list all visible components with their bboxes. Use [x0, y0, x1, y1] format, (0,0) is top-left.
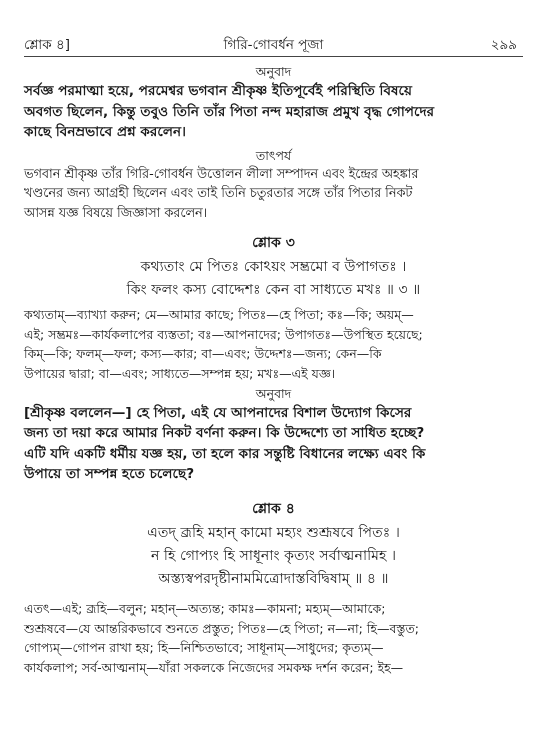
translation-paragraph — [24, 81, 523, 143]
verse-line: ন হি গোপ্যং হি সাধূনাং কৃত্যং সর্বাত্মনামিহ । — [150, 547, 397, 564]
text-line: অবগত ছিলেন, কিন্তু তবুও তিনি তাঁর পিতা নন্দ মহারাজ প্রমুখ বৃদ্ধ গোপদের — [24, 103, 435, 120]
page-body — [24, 62, 523, 678]
text-line: ভগবান শ্রীকৃষ্ণ তাঁর গিরি-গোবর্ধন উত্তোলন লীলা সম্পাদন এবং ইন্দ্রের অহঙ্কার — [24, 166, 419, 182]
header-divider — [24, 56, 523, 57]
translation-heading: অনুবাদ — [255, 64, 292, 79]
text-line: আসন্ন যজ্ঞ বিষয়ে জিজ্ঞাসা করলেন। — [24, 205, 208, 221]
text-line: গোপ্যম্—গোপন রাখা হয়; হি—নিশ্চিতভাবে; সাধূনাম্—সাধুদের; কৃত্যম্— — [24, 640, 384, 656]
verse-line: অস্ত্যস্বপরদৃষ্টীনামমিত্রোদাস্তবিদ্বিষাম্ ॥ ৪ ॥ — [158, 570, 389, 587]
text-line: [শ্রীকৃষ্ণ বললেন—] হে পিতা, এই যে আপনাদের বিশাল উদ্যোগ কিসের — [24, 404, 412, 421]
header-verse-ref: শ্লোক ৪] — [24, 37, 70, 53]
verse-line: কিং ফলং কস্য বোদ্দেশঃ কেন বা সাধ্যতে মখঃ ॥ ৩ ॥ — [126, 282, 421, 298]
translation-heading: অনুবাদ — [255, 385, 292, 401]
running-header — [24, 34, 523, 54]
text-line: এটি যদি একটি ধর্মীয় যজ্ঞ হয়, তা হলে কার সন্তুষ্টি বিধানের লক্ষ্যে এবং কি — [24, 445, 426, 462]
page-number: ২৯৯ — [490, 37, 517, 53]
header-chapter-title: গিরি-গোবর্ধন পূজা — [223, 37, 324, 53]
text-line: উপায়ে তা সম্পন্ন হতে চলেছে? — [24, 466, 195, 483]
verse-heading: শ্লোক ৪ — [252, 500, 295, 517]
text-line: কাছে বিনম্রভাবে প্রশ্ন করলেন। — [24, 124, 186, 140]
synonyms-paragraph — [24, 599, 523, 678]
verse-line: এতদ্ ব্রূহি মহান্ কামো মহ্যং শুশ্রূষবে পিতঃ । — [147, 524, 400, 541]
text-line: খণ্ডনের জন্য আগ্রহী ছিলেন এবং তাই তিনি চতুরতার সঙ্গে তাঁর পিতার নিকট — [24, 186, 413, 201]
purport-heading: তাৎপর্য — [255, 147, 292, 163]
verse-heading: শ্লোক ৩ — [252, 235, 295, 251]
text-line: উপায়ের দ্বারা; বা—এবং; সাধ্যতে—সম্পন্ন হয়; মখঃ—এই যজ্ঞ। — [24, 366, 336, 382]
text-line: সর্বজ্ঞ পরমাত্মা হয়ে, পরমেশ্বর ভগবান শ্রীকৃষ্ণ ইতিপূর্বেই পরিস্থিতি বিষয়ে — [24, 83, 412, 99]
synonyms-paragraph — [24, 305, 523, 384]
text-line: এতৎ—এই; ব্রূহি—বলুন; মহান্—অত্যন্ত; কামঃ—কামনা; মহ্যম্—আমাকে; — [24, 600, 386, 616]
text-line: শুশ্রূষবে—যে আন্তরিকভাবে শুনতে প্রস্তুত; পিতঃ—হে পিতা; ন—না; হি—বস্তুত; — [24, 620, 420, 636]
purport-paragraph — [24, 165, 523, 224]
verse-line: কথ্যতাং মে পিতঃ কোঽয়ং সম্ভ্রমো ব উপাগতঃ । — [140, 259, 407, 275]
text-line: এই; সম্ভ্রমঃ—কার্যকলাপের ব্যস্ততা; বঃ—আপনাদের; উপাগতঃ—উপস্থিত হয়েছে; — [24, 326, 423, 342]
text-line: কিম্—কি; ফলম্—ফল; কস্য—কার; বা—এবং; উদ্দেশঃ—জন্য; কেন—কি — [24, 346, 382, 362]
text-line: কার্যকলাপ; সর্ব-আত্মনাম্—যাঁরা সকলকে নিজেদের সমকক্ষ দর্শন করেন; ইহ— — [24, 659, 404, 675]
text-line: জন্য তা দয়া করে আমার নিকট বর্ণনা করুন। কি উদ্দেশ্যে তা সাধিত হচ্ছে? — [24, 425, 425, 442]
text-line: কথ্যতাম্—ব্যাখ্যা করুন; মে—আমার কাছে; পিতঃ—হে পিতা; কঃ—কি; অয়ম্— — [24, 307, 414, 322]
translation-paragraph — [24, 403, 523, 485]
